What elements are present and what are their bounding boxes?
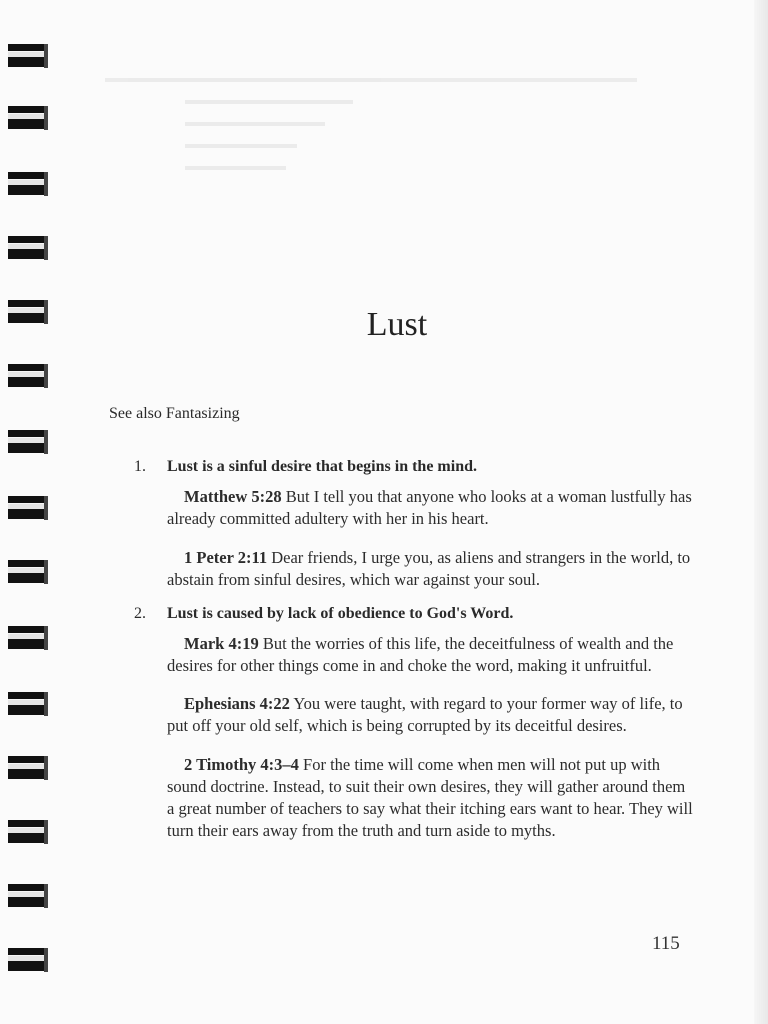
binding-ring: [8, 104, 48, 132]
binding-ring: [8, 946, 48, 974]
verse-reference: Mark 4:19: [184, 633, 259, 653]
scripture-verse: [167, 547, 695, 591]
scripture-verse: [167, 486, 695, 530]
binding-ring: [8, 624, 48, 652]
verse-text: But the worries of this life, the deceitfulness of wealth and the desires for other things come in and choke the word, making it unfruitful.: [167, 633, 674, 675]
verse-reference: Ephesians 4:22: [184, 694, 290, 713]
point-number: 2.: [134, 604, 146, 622]
bleed-through-text: [105, 78, 665, 258]
binding-ring: [8, 690, 48, 718]
verse-reference: Matthew 5:28: [184, 487, 282, 506]
binding-ring: [8, 818, 48, 846]
page-title: Lust: [366, 305, 428, 343]
binding-ring: [8, 882, 48, 910]
see-also-note: See also Fantasizing: [109, 405, 240, 422]
verse-text: Dear friends, I urge you, as aliens and strangers in the world, to abstain from sinful desires, which war against your soul.: [167, 547, 691, 589]
binding-ring: [8, 494, 48, 522]
verse-reference: 2 Timothy 4:3–4: [184, 754, 299, 774]
page-edge: [754, 0, 768, 1024]
topic-content: [130, 458, 695, 852]
binding-ring: [8, 170, 48, 198]
point-heading: [130, 458, 695, 476]
binding-ring: [8, 558, 48, 586]
binding-ring: [8, 234, 48, 262]
scripture-verse: [167, 633, 695, 677]
page-number: 115: [652, 933, 680, 954]
point-heading: [130, 605, 695, 623]
point-number: 1.: [134, 458, 146, 475]
binding-ring: [8, 754, 48, 782]
scripture-verse: [167, 693, 695, 737]
binding-ring: [8, 42, 48, 70]
verse-text: But I tell you that anyone who looks at a woman lustfully has already committed adultery with her in his heart.: [167, 487, 692, 528]
spiral-binding: [0, 0, 60, 1024]
point-text: Lust is a sinful desire that begins in the mind.: [167, 458, 477, 475]
verse-reference: 1 Peter 2:11: [184, 547, 268, 567]
point-text: Lust is caused by lack of obedience to God's Word.: [167, 604, 514, 622]
scripture-verse: [167, 754, 695, 842]
verse-text: For the time will come when men will not put up with sound doctrine. Instead, to suit their own desires, they will gather around them a great number of teachers to say what their itching ears want to hear. They will turn their ears away from the truth and turn aside to myths.: [167, 754, 693, 840]
verse-text: You were taught, with regard to your former way of life, to put off your old self, which is being corrupted by its deceitful desires.: [167, 694, 683, 735]
binding-ring: [8, 428, 48, 456]
binding-ring: [8, 362, 48, 390]
